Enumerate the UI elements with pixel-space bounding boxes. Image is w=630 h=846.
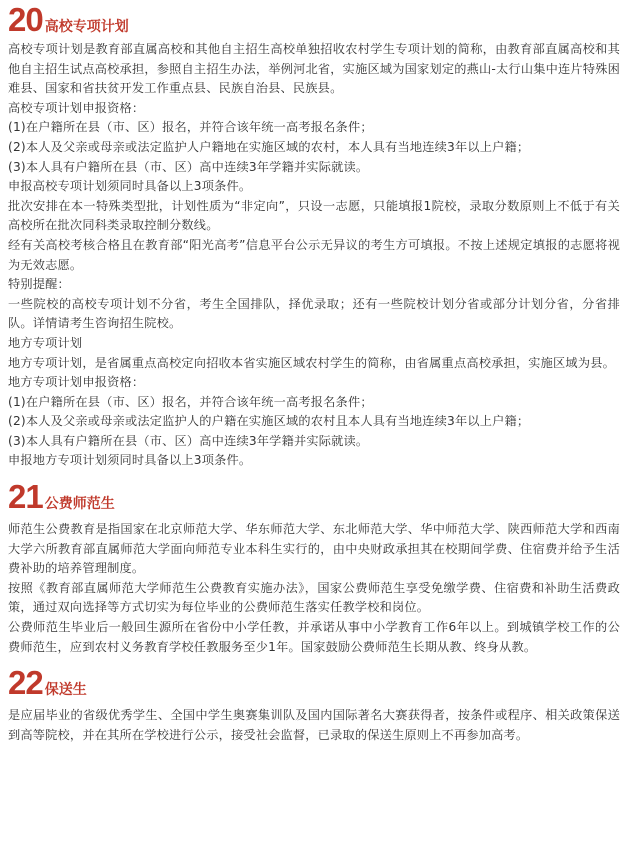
paragraph: 公费师范生毕业后一般回生源所在省份中小学任教，并承诺从事中小学教育工作6年以上。到城镇学校工作的公费师范生，应到农村义务教育学校任教服务至少1年。国家鼓励公费师范生长期从教、终身从教。 — [8, 620, 620, 654]
paragraph: 按照《教育部直属师范大学师范生公费教育实施办法》，国家公费师范生享受免缴学费、住宿费和补助生活费政策，通过双向选择等方式切实为每位毕业的公费师范生落实任教学校和岗位。 — [8, 580, 620, 615]
section-heading-21 — [8, 477, 620, 517]
section-title: 公费师范生 — [44, 496, 115, 513]
paragraph: 申报高校专项计划须同时具备以上3项条件。 — [8, 179, 252, 194]
paragraph: 特别提醒： — [8, 277, 70, 292]
section-number: 21 — [8, 478, 43, 516]
section-body-22 — [8, 706, 620, 745]
paragraph: 经有关高校考核合格且在教育部“阳光高考”信息平台公示无异议的考生方可填报。不按上述规定填报的志愿将视为无效志愿。 — [8, 237, 620, 272]
paragraph: 师范生公费教育是指国家在北京师范大学、华东师范大学、东北师范大学、华中师范大学、陕西师范大学和西南大学六所教育部直属师范大学面向师范专业本科生实行的，由中央财政承担其在校期间学费、住宿费并给予生活费补助的培养管理制度。 — [8, 522, 620, 576]
paragraph: (1)在户籍所在县（市、区）报名，并符合该年统一高考报名条件； — [8, 120, 373, 135]
section-body-20 — [8, 40, 620, 471]
paragraph: 高校专项计划申报资格： — [8, 100, 145, 115]
paragraph: (1)在户籍所在县（市、区）报名，并符合该年统一高考报名条件； — [8, 394, 373, 409]
paragraph: (2)本人及父亲或母亲或法定监护人户籍地在实施区域的农村，本人具有当地连续3年以上户籍； — [8, 139, 530, 154]
paragraph: (2)本人及父亲或母亲或法定监护人的户籍在实施区域的农村且本人具有当地连续3年以上户籍； — [8, 414, 530, 429]
paragraph: 地方专项计划，是省属重点高校定向招收本省实施区域农村学生的简称，由省属重点高校承担，实施区域为县。 — [8, 355, 615, 370]
section-heading-20 — [8, 0, 620, 40]
section-number: 20 — [8, 1, 43, 38]
section-heading-22 — [8, 663, 620, 703]
paragraph: 高校专项计划是教育部直属高校和其他自主招生高校单独招收农村学生专项计划的简称，由教育部直属高校和其他自主招生试点高校承担，参照自主招生办法，举例河北省，实施区域为国家划定的燕山-太行山集中连片特殊困难县、国家和省扶贫开发工作重点县、民族自治县、民族县。 — [8, 42, 620, 96]
paragraph: 批次安排在本一特殊类型批，计划性质为“非定向”，只设一志愿，只能填报1院校，录取分数原则上不低于有关高校所在批次同科类录取控制分数线。 — [8, 198, 620, 233]
section-title: 高校专项计划 — [44, 19, 129, 35]
paragraph: 申报地方专项计划须同时具备以上3项条件。 — [8, 453, 252, 468]
section-number: 22 — [8, 664, 43, 702]
paragraph: 一些院校的高校专项计划不分省，考生全国排队，择优录取；还有一些院校计划分省或部分计划分省，分省排队。详情请考生咨询招生院校。 — [8, 296, 620, 331]
paragraph: 地方专项计划申报资格： — [8, 375, 145, 390]
section-body-21 — [8, 520, 620, 657]
paragraph: (3)本人具有户籍所在县（市、区）高中连续3年学籍并实际就读。 — [8, 433, 369, 448]
paragraph: (3)本人具有户籍所在县（市、区）高中连续3年学籍并实际就读。 — [8, 159, 369, 174]
section-title: 保送生 — [44, 682, 87, 699]
paragraph: 地方专项计划 — [8, 335, 83, 350]
paragraph: 是应届毕业的省级优秀学生、全国中学生奥赛集训队及国内国际著名大赛获得者，按条件或程序、相关政策保送到高等院校，并在其所在学校进行公示，接受社会监督，已录取的保送生原则上不再参加高考。 — [8, 708, 620, 742]
